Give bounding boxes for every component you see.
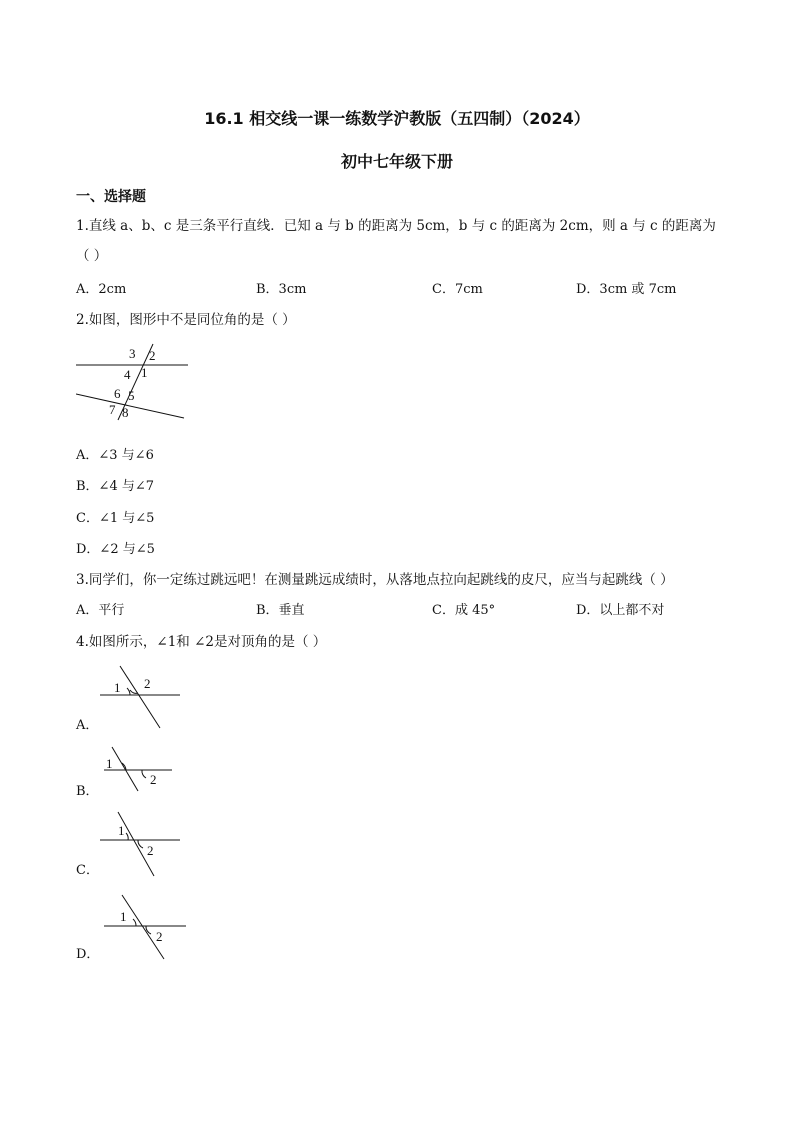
- question-3-stem: 3.同学们，你一定练过跳远吧！在测量跳远成绩时，从落地点拉向起跳线的皮尺，应当与起跳线（ ）: [76, 572, 674, 588]
- question-2-stem: 2.如图，图形中不是同位角的是（ ）: [76, 312, 296, 328]
- fig4c-label-2: 2: [147, 843, 154, 858]
- question-1-option-c: C．7cm: [432, 282, 483, 297]
- question-4-figure-b: [100, 744, 180, 798]
- question-1-option-b: B．3cm: [256, 282, 307, 297]
- question-4-option-a: A．: [76, 718, 99, 733]
- question-1-option-d: D．3cm 或 7cm: [576, 282, 677, 297]
- question-2-option-a: A．∠3 与∠6: [76, 448, 154, 463]
- question-2-option-d: D．∠2 与∠5: [76, 542, 155, 557]
- fig4d-label-1: 1: [120, 909, 127, 924]
- question-4-stem: 4.如图所示，∠1和 ∠2是对顶角的是（ ）: [76, 634, 327, 650]
- fig2-label-1: 1: [141, 365, 148, 380]
- question-4-figure-a: [100, 664, 184, 734]
- question-4-figure-d: [100, 893, 190, 965]
- question-3-option-b: B．垂直: [256, 603, 305, 618]
- question-4-figure-c: [100, 810, 184, 882]
- document-title: 16.1 相交线一课一练数学沪教版（五四制）（2024）: [204, 109, 590, 128]
- question-3-option-d: D．以上都不对: [576, 603, 665, 618]
- question-3-option-c: C．成 45°: [432, 603, 496, 618]
- fig4b-label-1: 1: [106, 756, 113, 771]
- question-2-option-b: B．∠4 与∠7: [76, 479, 155, 494]
- question-1-stem-cont: （ ）: [76, 248, 108, 264]
- question-1-option-a: A．2cm: [76, 282, 127, 297]
- question-1-stem: 1.直线 a、b、c 是三条平行直线．已知 a 与 b 的距离为 5cm，b 与 c 的距离为 2cm，则 a 与 c 的距离为: [76, 218, 716, 234]
- question-3-option-a: A．平行: [76, 603, 125, 618]
- fig2-label-5: 5: [128, 388, 135, 403]
- fig4d-label-2: 2: [156, 929, 163, 944]
- fig4a-label-1: 1: [114, 680, 121, 695]
- section-heading: 一、选择题: [76, 189, 146, 205]
- fig4a-label-2: 2: [144, 676, 151, 691]
- fig2-label-6: 6: [114, 386, 121, 401]
- document-subtitle: 初中七年级下册: [340, 152, 453, 171]
- fig2-label-8: 8: [122, 405, 129, 420]
- question-4-option-b: B．: [76, 784, 99, 799]
- question-2-option-c: C．∠1 与∠5: [76, 511, 155, 526]
- question-4-option-c: C．: [76, 863, 99, 878]
- question-4-option-d: D．: [76, 947, 100, 962]
- fig2-label-7: 7: [109, 402, 116, 417]
- fig2-label-2: 2: [149, 348, 156, 363]
- fig4c-label-1: 1: [118, 823, 125, 838]
- fig4b-label-2: 2: [150, 772, 157, 787]
- question-2-figure: [76, 340, 196, 428]
- fig2-label-3: 3: [129, 346, 136, 361]
- fig2-label-4: 4: [124, 367, 131, 382]
